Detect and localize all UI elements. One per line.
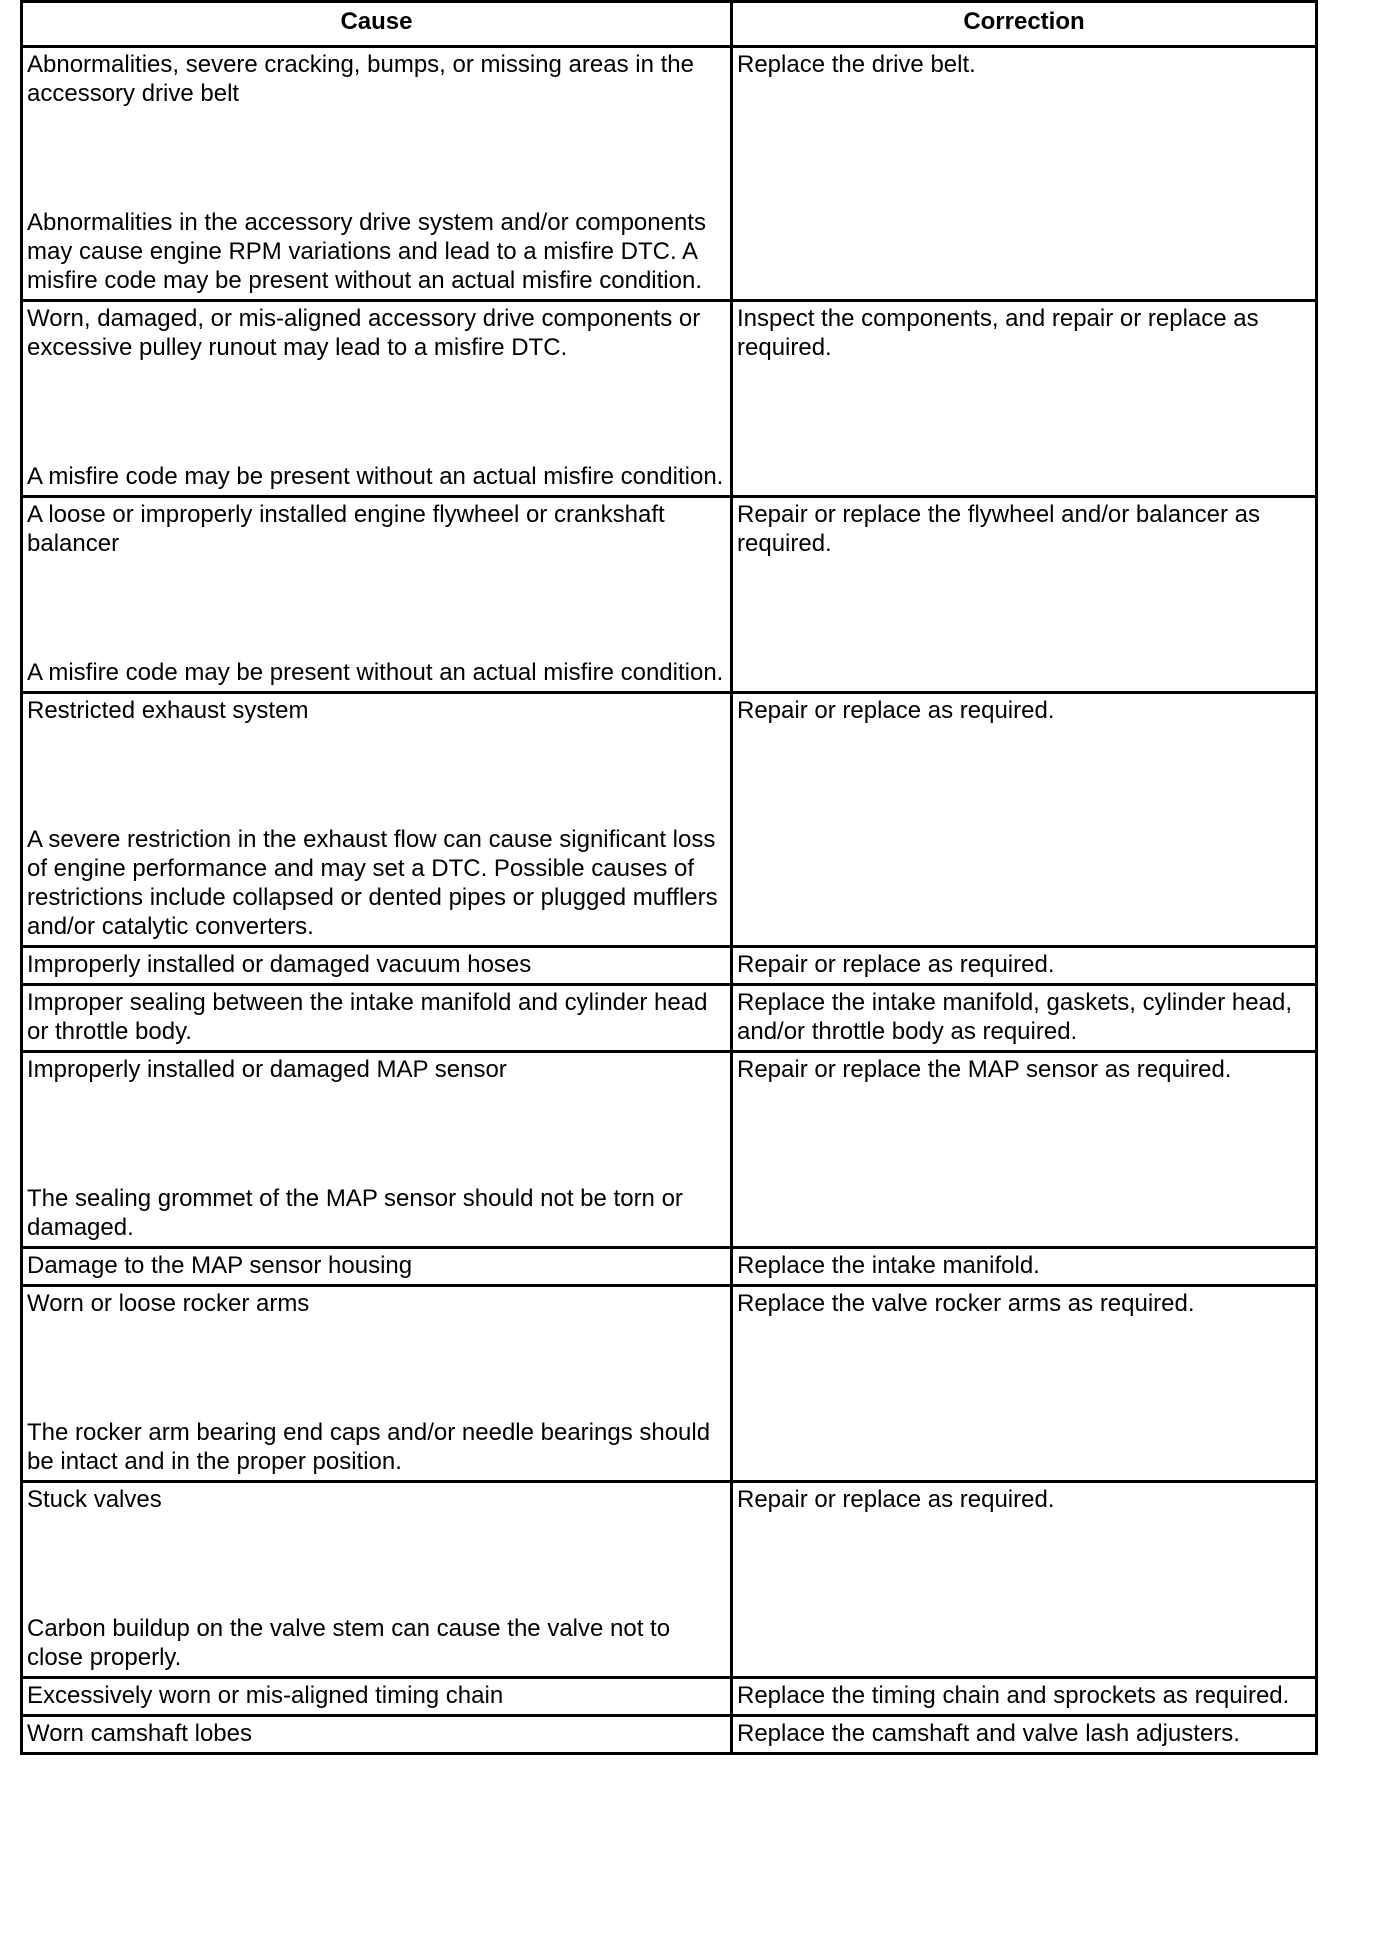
cause-cell [22, 497, 732, 693]
cause-cell [22, 47, 732, 301]
table-row [22, 1248, 1317, 1286]
cause-note: Carbon buildup on the valve stem can cause the valve not to close properly. [27, 1615, 671, 1671]
cause-cell: Improper sealing between the intake manifold and cylinder head or throttle body. [22, 985, 732, 1052]
cause-note: The sealing grommet of the MAP sensor should not be torn or damaged. [27, 1185, 683, 1241]
cause-note: A severe restriction in the exhaust flow can cause significant loss of engine performance and may set a DTC. Possible causes of restrictions include collapsed or dented pipes or plugged mufflers and/or catalytic converters. [27, 826, 718, 940]
table-row [22, 1052, 1317, 1248]
table-row [22, 1716, 1317, 1754]
cause-cell [22, 301, 732, 497]
table-row [22, 1482, 1317, 1678]
header-cause: Cause [22, 2, 732, 47]
table-row [22, 947, 1317, 985]
cause-note: A misfire code may be present without an actual misfire condition. [27, 659, 724, 686]
cause-text: Worn or loose rocker arms [27, 1290, 310, 1317]
cause-text: A loose or improperly installed engine flywheel or crankshaft balancer [27, 501, 665, 557]
correction-cell: Replace the intake manifold. [732, 1248, 1317, 1286]
cause-cell: Worn camshaft lobes [22, 1716, 732, 1754]
header-correction: Correction [732, 2, 1317, 47]
cause-cell [22, 693, 732, 947]
cause-cell: Improperly installed or damaged vacuum hoses [22, 947, 732, 985]
cause-note: The rocker arm bearing end caps and/or needle bearings should be intact and in the proper position. [27, 1419, 711, 1475]
correction-cell: Replace the timing chain and sprockets as required. [732, 1678, 1317, 1716]
cause-cell [22, 1052, 732, 1248]
correction-cell: Replace the intake manifold, gaskets, cylinder head, and/or throttle body as required. [732, 985, 1317, 1052]
header-row [22, 2, 1317, 47]
table-row [22, 497, 1317, 693]
table-row [22, 693, 1317, 947]
cause-text: Improperly installed or damaged MAP sensor [27, 1056, 507, 1083]
table-row [22, 301, 1317, 497]
correction-cell: Repair or replace the flywheel and/or balancer as required. [732, 497, 1317, 693]
correction-cell: Inspect the components, and repair or replace as required. [732, 301, 1317, 497]
correction-cell: Replace the valve rocker arms as required. [732, 1286, 1317, 1482]
correction-cell: Replace the camshaft and valve lash adjusters. [732, 1716, 1317, 1754]
table-row [22, 1678, 1317, 1716]
diagnostic-table [20, 0, 1318, 1755]
cause-text: Abnormalities, severe cracking, bumps, or missing areas in the accessory drive belt [27, 51, 694, 107]
cause-cell [22, 1286, 732, 1482]
cause-note: Abnormalities in the accessory drive system and/or components may cause engine RPM variations and lead to a misfire DTC. A misfire code may be present without an actual misfire condition. [27, 209, 706, 294]
cause-text: Stuck valves [27, 1486, 162, 1513]
cause-cell [22, 1482, 732, 1678]
cause-text: Restricted exhaust system [27, 697, 309, 724]
cause-cell: Damage to the MAP sensor housing [22, 1248, 732, 1286]
table-row [22, 985, 1317, 1052]
cause-text: Worn, damaged, or mis-aligned accessory drive components or excessive pulley runout may lead to a misfire DTC. [27, 305, 701, 361]
cause-cell: Excessively worn or mis-aligned timing chain [22, 1678, 732, 1716]
cause-note: A misfire code may be present without an actual misfire condition. [27, 463, 724, 490]
correction-cell: Repair or replace as required. [732, 947, 1317, 985]
table-row [22, 47, 1317, 301]
correction-cell: Repair or replace the MAP sensor as required. [732, 1052, 1317, 1248]
table-row [22, 1286, 1317, 1482]
correction-cell: Repair or replace as required. [732, 1482, 1317, 1678]
correction-cell: Repair or replace as required. [732, 693, 1317, 947]
correction-cell: Replace the drive belt. [732, 47, 1317, 301]
